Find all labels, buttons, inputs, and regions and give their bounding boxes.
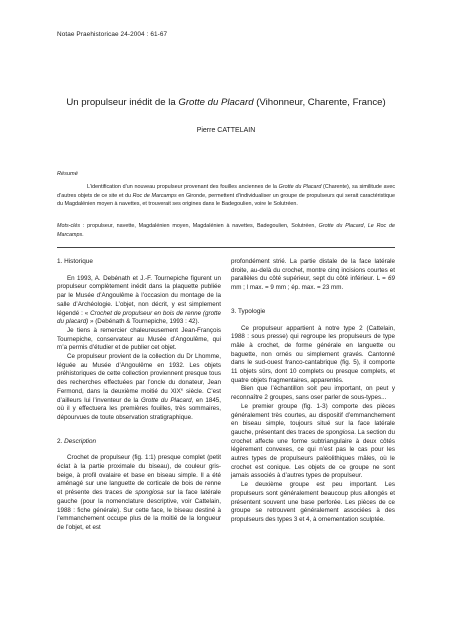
keywords-text: : propulseur, navette, Magdalénien moyen, Magdalénien à navettes, Badegoulien, Solutréen, <box>80 223 319 229</box>
text: mm ; l max. = 9 mm ; ép. max. = 23 mm. <box>231 284 344 292</box>
paragraph <box>57 275 221 327</box>
title-post: (Vihonneur, Charente, France) <box>253 97 386 108</box>
text: Crochet de propulseur (fig. 1:1) presque complet (petit éclat à la partie proximale du biseau), de couleur gris-beige, à profil ovalaire et base en biseau simple. Il a été aménagé sur une languette de corticale de bois de renne et présente des traces de <box>57 454 221 497</box>
heading-text: Description <box>64 437 97 445</box>
text-italic: spongiosa <box>325 428 355 436</box>
text: figurent un propulseur complètement inédit dans la plaquette publiée par le Musée d’Angoulême à l’occasion du montage de la salle d’Archéologie. L’objet, non décrit, y est simplement légendé : « <box>57 274 221 317</box>
right-column <box>231 258 395 525</box>
keywords-sep: , <box>363 223 368 229</box>
paragraph <box>57 353 221 423</box>
section-heading-typologie: 3. Typologie <box>231 307 266 315</box>
keywords-italic: Grotte du Placard <box>318 223 364 229</box>
keywords <box>57 222 395 239</box>
text: siècle. C’est d’ailleurs lui l’inventeur de la <box>57 387 221 404</box>
spacer <box>57 423 221 438</box>
superscript: e <box>180 386 184 392</box>
keywords-label: Mots-clés <box>57 223 81 229</box>
title-pre: Un propulseur inédit de la <box>66 97 179 108</box>
abstract-part: en Gironde, permettent d’individualiser un groupe de propulseurs qui serait caractéristique du Magdalénien moyen à navettes, et trouverait ses origines dans le Badegoulien, voire le Solutréen. <box>57 192 395 208</box>
heading-number: 2. <box>57 437 65 445</box>
text-italic: spongiosa <box>135 489 164 497</box>
text: En 1993, <box>67 274 95 282</box>
paragraph <box>231 258 395 293</box>
keywords-end: . <box>82 231 84 238</box>
text: » (Debénath & Tournepiche, 1993 : 42). <box>88 318 200 326</box>
article-title <box>57 97 395 108</box>
text: A. Debénath et J.-F. Tournepiche <box>94 274 189 282</box>
paragraph: Le deuxième groupe est peu important. Les propulseurs sont généralement beaucoup plus allongés et présentent souvent une base perforée. Les pièces de ce groupe se retrouvent généralement associées à des propulseurs des types 3 et 4, à ornementation sculptée. <box>231 481 395 523</box>
section-heading-historique: 1. Historique <box>57 258 93 265</box>
keywords-italic: Le Roc de Marcamps <box>57 223 396 238</box>
text: . La section du crochet affecte une forme subtriangulaire à deux côtés légèrement convexes, ce qui n’est pas le cas pour les autres types de propulseurs paléolithiques mâles, où le crochet est conique. Les objets de ce groupe ne sont jamais associés à d’autres types de propulseur. <box>231 428 395 480</box>
paragraph: Ce propulseur appartient à notre type 2 (Cattelain, 1988 : sous presse) qui regroupe les propulseurs de type mâle à crochet, de forme générale en languette ou baguette, non ornés ou simplement gravés. Cantonné dans le sud-ouest franco-cantabrique (fig. 5), il comporte 11 objets sûrs, dont 10 complets ou presque complets, et quatre objets fragmentaires, apparentés. <box>231 324 395 384</box>
spacer <box>231 293 395 308</box>
abstract-part: (Charente), sa similitude avec d’autres objets de ce site et du <box>57 184 396 199</box>
text: sur la face latérale gauche (pour la nomenclature descriptive, voir Cattelain, 1988 : fiche générale). Sur cette face, le biseau destiné à l’emmanchement occupe plus de la moitié de la longueur de l’objet, et est <box>57 489 221 531</box>
paragraph <box>231 403 395 481</box>
text-italic: Crochet de propulseur en bois de renne (grotte du placard) <box>57 309 221 326</box>
paragraph: Je tiens à remercier chaleureusement Jean-François Tournepiche, conservateur au Musée d’Angoulême, qui m’a permis d’étudier et de publier cet objet. <box>57 326 221 352</box>
text: Ce propulseur provient de la collection du Dr Lhomme, léguée au Musée d’Angoulême en 1932. Les objets préhistoriques de cette collection proviennent presque tous des recherches effectuées par l’oncle du donateur, Jean Fermond, dans la deuxième moitié du XIX <box>57 353 221 395</box>
text: , en 1845, où il y effectuera les premières fouilles, très sommaires, dépourvues de toute observation stratigraphique. <box>57 396 222 421</box>
paragraph <box>57 454 221 532</box>
left-column <box>57 258 221 533</box>
text: Le premier groupe (fig. 1-3) comporte des pièces généralement très courtes, au dispositif d’emmanchement en biseau simple, toujours situé sur la face latérale gauche, présentant des traces de <box>231 402 395 436</box>
title-site-name: Grotte du Placard <box>178 97 254 108</box>
abstract-text <box>57 183 395 209</box>
abstract-label: Résumé <box>57 171 78 177</box>
abstract-part: L’identification d’un nouveau propulseur provenant des fouilles anciennes de la <box>87 184 279 190</box>
paragraph: Bien que l’échantillon soit peu important, on peut y reconnaître 2 groupes, sans oser parler de sous-types... <box>231 385 395 402</box>
text: profondément strié. La partie distale de la face latérale droite, au-delà du crochet, montre cinq incisions courtes et parallèles du côté supérieur, sept du côté inférieur. L = <box>231 258 395 283</box>
section-heading-description <box>57 438 221 447</box>
separator-rule <box>57 247 395 248</box>
abstract-italic: Grotte du Placard <box>278 184 322 190</box>
text-italic: Grotte du Placard <box>140 396 192 404</box>
abstract-italic: Roc de Marcamps <box>132 192 177 199</box>
author-name: Pierre CATTELAIN <box>196 127 256 134</box>
text-italic: 69 <box>388 275 395 283</box>
running-head: Notae Praehistoricae 24-2004 : 61-67 <box>57 31 168 38</box>
